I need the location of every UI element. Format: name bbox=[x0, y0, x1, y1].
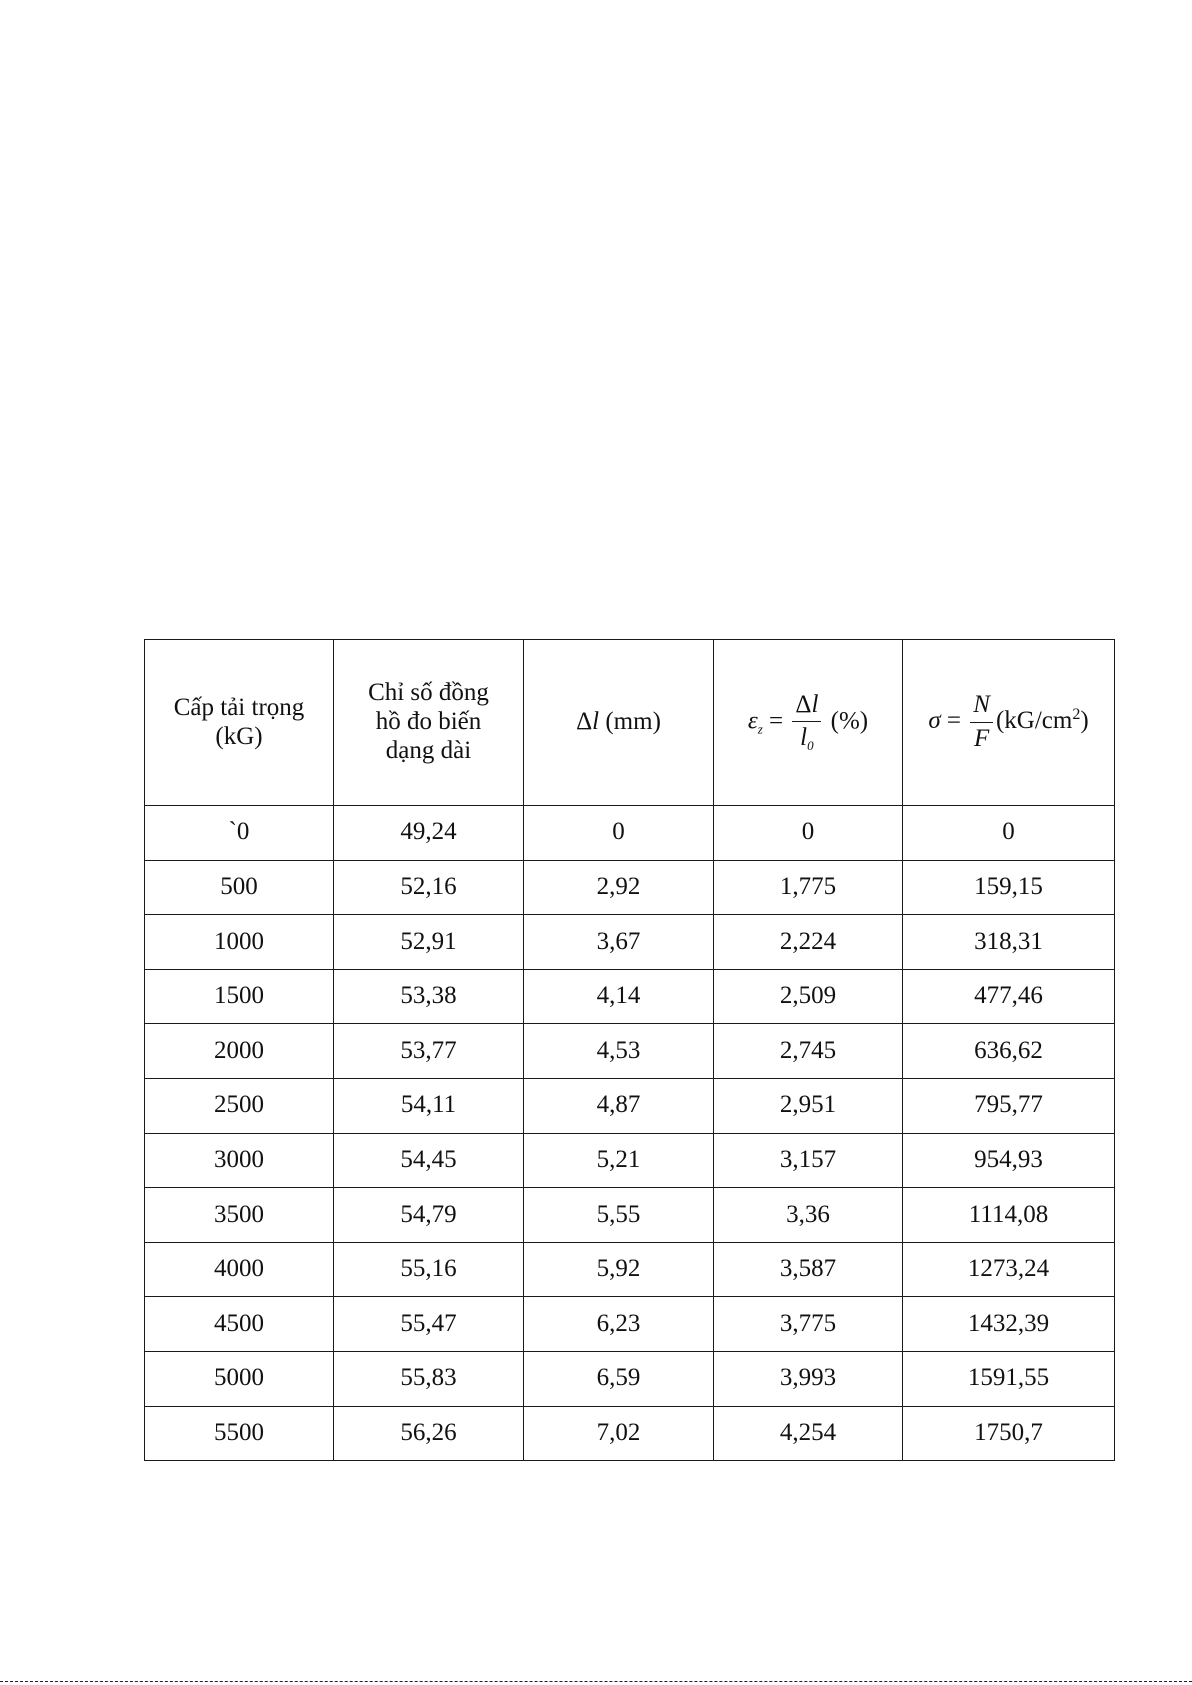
table-row bbox=[145, 915, 1115, 970]
cell-delta-l: 4,87 bbox=[524, 1078, 714, 1133]
stress-denominator: F bbox=[973, 725, 990, 752]
table-row bbox=[145, 1188, 1115, 1243]
cell-load-level: `0 bbox=[145, 806, 334, 861]
cell-gauge-reading: 49,24 bbox=[334, 806, 524, 861]
cell-stress: 1591,55 bbox=[903, 1351, 1115, 1406]
strain-symbol: ε bbox=[747, 707, 758, 735]
cell-delta-l: 4,53 bbox=[524, 1024, 714, 1079]
stress-unit: (kG/cm bbox=[995, 707, 1073, 735]
strain-equals: = bbox=[769, 707, 784, 735]
strain-fraction bbox=[792, 691, 821, 755]
cell-strain: 4,254 bbox=[714, 1406, 903, 1461]
cell-gauge-reading: 56,26 bbox=[334, 1406, 524, 1461]
cell-gauge-reading: 54,79 bbox=[334, 1188, 524, 1243]
header-delta-l bbox=[524, 640, 714, 806]
cell-strain: 2,509 bbox=[714, 969, 903, 1024]
cell-stress: 159,15 bbox=[903, 860, 1115, 915]
cell-gauge-reading: 53,77 bbox=[334, 1024, 524, 1079]
cell-strain: 3,36 bbox=[714, 1188, 903, 1243]
cell-delta-l: 5,92 bbox=[524, 1242, 714, 1297]
cell-load-level: 1000 bbox=[145, 915, 334, 970]
header-load-level-text: Cấp tải trọng (kG) bbox=[173, 693, 305, 750]
table-row bbox=[145, 1078, 1115, 1133]
cell-load-level: 500 bbox=[145, 860, 334, 915]
cell-stress: 1750,7 bbox=[903, 1406, 1115, 1461]
cell-stress: 318,31 bbox=[903, 915, 1115, 970]
measurement-table bbox=[144, 639, 1115, 1461]
strain-unit: (%) bbox=[830, 707, 869, 735]
cell-strain: 0 bbox=[714, 806, 903, 861]
table-row bbox=[145, 1351, 1115, 1406]
cell-load-level: 2500 bbox=[145, 1078, 334, 1133]
cell-load-level: 5500 bbox=[145, 1406, 334, 1461]
table-row bbox=[145, 860, 1115, 915]
cell-delta-l: 6,23 bbox=[524, 1297, 714, 1352]
strain-den-subscript: 0 bbox=[807, 738, 814, 754]
cell-stress: 1273,24 bbox=[903, 1242, 1115, 1297]
stress-equals: = bbox=[946, 707, 962, 735]
cell-load-level: 5000 bbox=[145, 1351, 334, 1406]
strain-subscript: z bbox=[757, 721, 763, 737]
table-row bbox=[145, 1133, 1115, 1188]
cell-strain: 3,775 bbox=[714, 1297, 903, 1352]
strain-denominator bbox=[792, 722, 821, 754]
cell-gauge-reading: 55,83 bbox=[334, 1351, 524, 1406]
cell-strain: 2,951 bbox=[714, 1078, 903, 1133]
cell-strain: 3,587 bbox=[714, 1242, 903, 1297]
header-gauge-reading bbox=[334, 640, 524, 806]
strain-den-var: l bbox=[800, 724, 808, 752]
delta-l-unit: (mm) bbox=[605, 708, 661, 736]
table-row bbox=[145, 1297, 1115, 1352]
cell-gauge-reading: 52,91 bbox=[334, 915, 524, 970]
cell-delta-l: 7,02 bbox=[524, 1406, 714, 1461]
cell-load-level: 1500 bbox=[145, 969, 334, 1024]
table-row bbox=[145, 1024, 1115, 1079]
header-strain bbox=[714, 640, 903, 806]
cell-stress: 1114,08 bbox=[903, 1188, 1115, 1243]
cell-load-level: 4500 bbox=[145, 1297, 334, 1352]
cell-gauge-reading: 54,45 bbox=[334, 1133, 524, 1188]
cell-stress: 0 bbox=[903, 806, 1115, 861]
cell-stress: 795,77 bbox=[903, 1078, 1115, 1133]
stress-unit-close: ) bbox=[1080, 707, 1089, 735]
table-row bbox=[145, 969, 1115, 1024]
strain-num-var: l bbox=[811, 690, 819, 718]
cell-delta-l: 5,55 bbox=[524, 1188, 714, 1243]
cell-delta-l: 3,67 bbox=[524, 915, 714, 970]
cell-gauge-reading: 52,16 bbox=[334, 860, 524, 915]
cell-load-level: 2000 bbox=[145, 1024, 334, 1079]
stress-symbol: σ bbox=[928, 707, 941, 735]
stress-numerator: N bbox=[970, 691, 993, 723]
header-stress bbox=[903, 640, 1115, 806]
delta-l-var: l bbox=[592, 708, 600, 736]
cell-delta-l: 4,14 bbox=[524, 969, 714, 1024]
cell-gauge-reading: 55,16 bbox=[334, 1242, 524, 1297]
header-load-level bbox=[145, 640, 334, 806]
cell-gauge-reading: 54,11 bbox=[334, 1078, 524, 1133]
cell-gauge-reading: 55,47 bbox=[334, 1297, 524, 1352]
table-header-row bbox=[145, 640, 1115, 806]
cell-load-level: 3000 bbox=[145, 1133, 334, 1188]
cell-delta-l: 2,92 bbox=[524, 860, 714, 915]
strain-num-delta: Δ bbox=[795, 690, 812, 718]
cell-strain: 2,745 bbox=[714, 1024, 903, 1079]
cell-strain: 3,157 bbox=[714, 1133, 903, 1188]
cell-stress: 1432,39 bbox=[903, 1297, 1115, 1352]
page-bottom-rule bbox=[0, 1681, 1192, 1682]
strain-numerator bbox=[792, 691, 821, 723]
cell-stress: 477,46 bbox=[903, 969, 1115, 1024]
stress-fraction bbox=[970, 691, 993, 754]
table-row bbox=[145, 1406, 1115, 1461]
delta-symbol: Δ bbox=[576, 708, 593, 736]
cell-delta-l: 6,59 bbox=[524, 1351, 714, 1406]
table-body bbox=[145, 806, 1115, 1461]
table-row bbox=[145, 1242, 1115, 1297]
header-gauge-reading-text: Chỉ số đồng hồ đo biến dạng dài bbox=[368, 679, 489, 764]
cell-stress: 636,62 bbox=[903, 1024, 1115, 1079]
table-row bbox=[145, 806, 1115, 861]
cell-strain: 2,224 bbox=[714, 915, 903, 970]
cell-gauge-reading: 53,38 bbox=[334, 969, 524, 1024]
cell-stress: 954,93 bbox=[903, 1133, 1115, 1188]
cell-load-level: 4000 bbox=[145, 1242, 334, 1297]
stress-unit-sup: 2 bbox=[1072, 706, 1081, 724]
cell-strain: 1,775 bbox=[714, 860, 903, 915]
cell-delta-l: 0 bbox=[524, 806, 714, 861]
cell-load-level: 3500 bbox=[145, 1188, 334, 1243]
cell-delta-l: 5,21 bbox=[524, 1133, 714, 1188]
cell-strain: 3,993 bbox=[714, 1351, 903, 1406]
